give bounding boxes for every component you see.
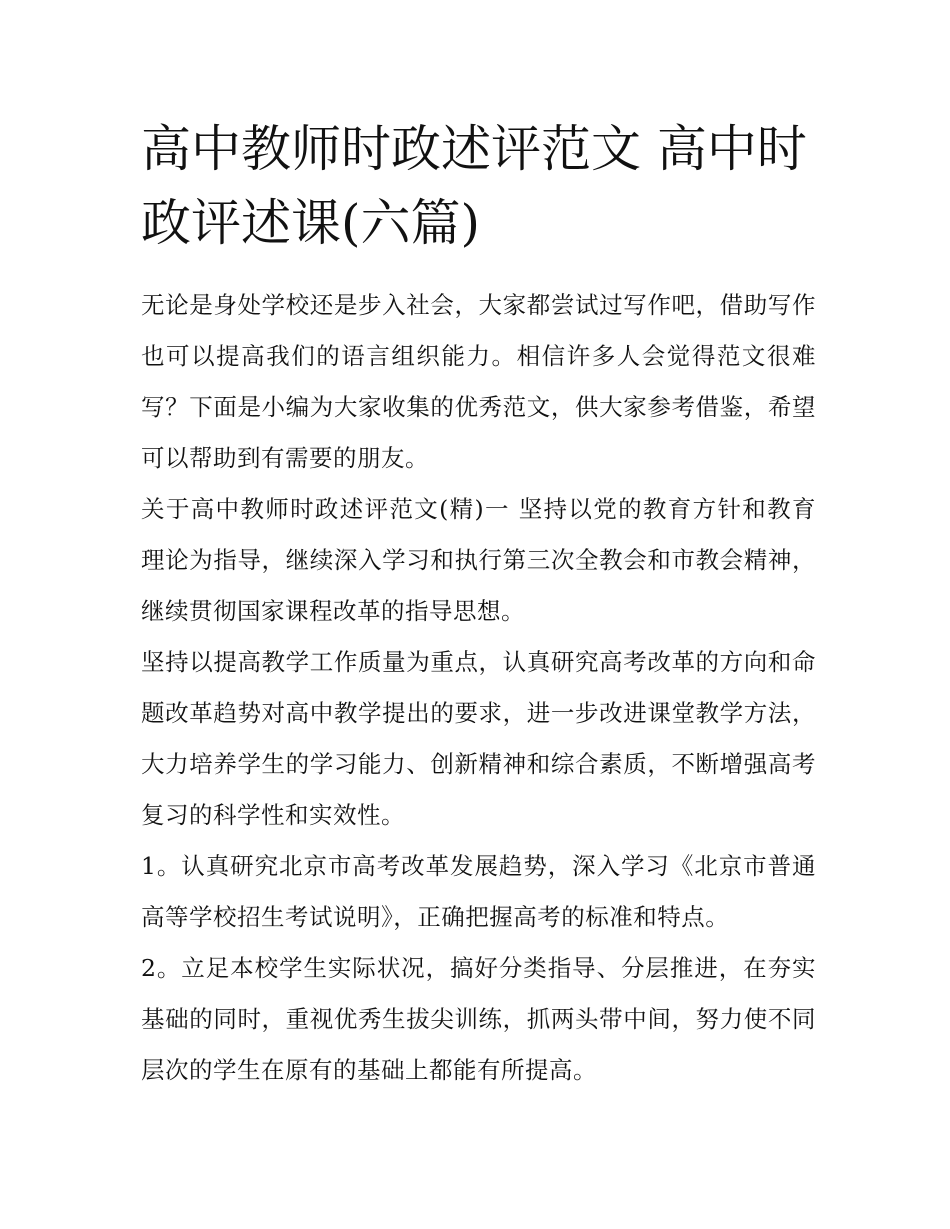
paragraph-item-1: 1。认真研究北京市高考改革发展趋势，深入学习《北京市普通高等学校招生考试说明》，正确把握高考的标准和特点。 (141, 852, 816, 931)
document-body (141, 280, 816, 1096)
paragraph-quality-focus: 坚持以提高教学工作质量为重点，认真研究高考改革的方向和命题改革趋势对高中教学提出的要求，进一步改进课堂教学方法，大力培养学生的学习能力、创新精神和综合素质，不断增强高考复习的科学性和实效性。 (141, 648, 816, 829)
paragraph-intro: 无论是身处学校还是步入社会，大家都尝试过写作吧，借助写作也可以提高我们的语言组织能力。相信许多人会觉得范文很难写？下面是小编为大家收集的优秀范文，供大家参考借鉴，希望可以帮助到有需要的朋友。 (141, 291, 816, 472)
document-title: 高中教师时政述评范文 高中时政评述课(六篇) (141, 120, 807, 252)
paragraph-item-2: 2。立足本校学生实际状况，搞好分类指导、分层推进，在夯实基础的同时，重视优秀生拔尖训练，抓两头带中间，努力使不同层次的学生在原有的基础上都能有所提高。 (141, 954, 816, 1084)
paragraph-section-one: 关于高中教师时政述评范文(精)一 坚持以党的教育方针和教育理论为指导，继续深入学习和执行第三次全教会和市教会精神，继续贯彻国家课程改革的指导思想。 (141, 495, 816, 625)
